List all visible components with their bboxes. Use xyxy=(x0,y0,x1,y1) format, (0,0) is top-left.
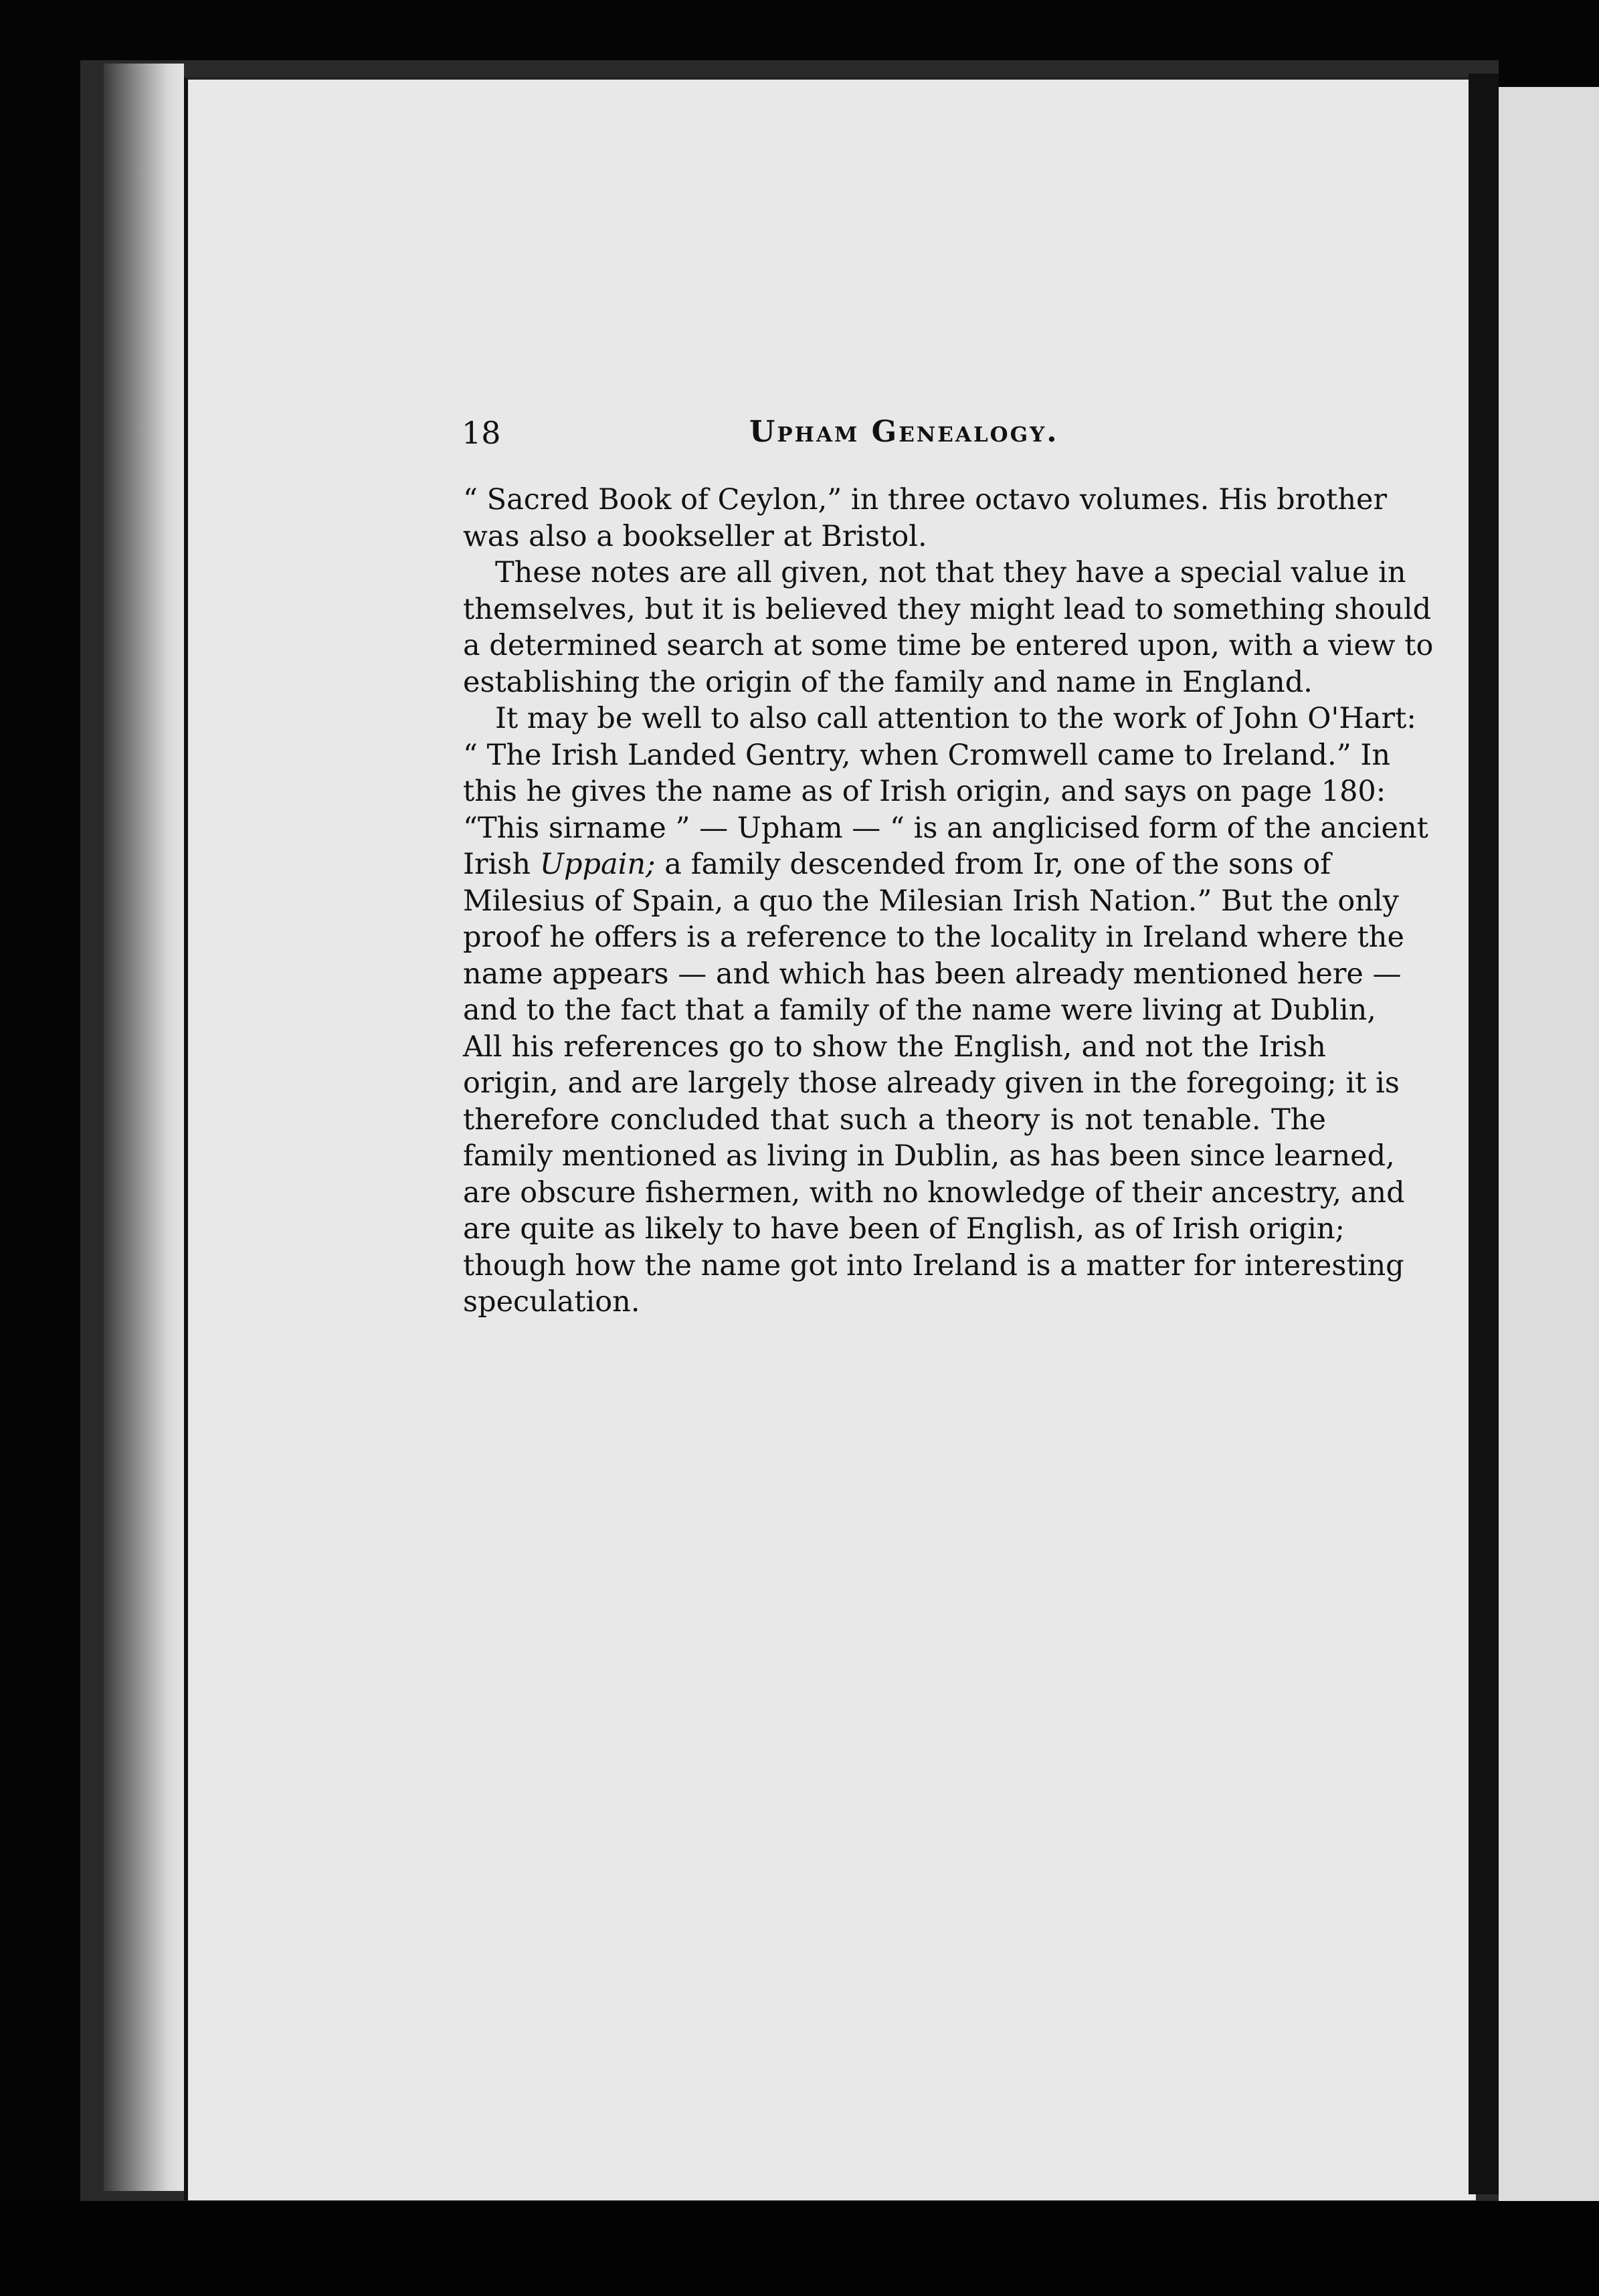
page-number: 18 xyxy=(462,415,501,451)
running-head xyxy=(462,415,1325,462)
facing-page-edge xyxy=(1499,87,1599,2201)
text-line: speculation. xyxy=(463,1285,640,1319)
text-line: name appears — and which has been already mentioned here — xyxy=(463,957,1402,991)
text-line: origin, and are largely those already given in the foregoing; it is xyxy=(463,1066,1400,1100)
text-line: therefore concluded that such a theory is not tenable. The xyxy=(463,1103,1326,1137)
text-line: themselves, but it is believed they might lead to something should xyxy=(463,592,1432,626)
text-line: family mentioned as living in Dublin, as has been since learned, xyxy=(463,1139,1395,1173)
text-line: are obscure fishermen, with no knowledge of their ancestry, and xyxy=(463,1175,1405,1210)
text-line: though how the name got into Ireland is a matter for interesting xyxy=(463,1248,1404,1282)
text-line: All his references go to show the English, and not the Irish xyxy=(463,1030,1326,1064)
text-line: It may be well to also call attention to the work of John O'Hart: xyxy=(495,702,1416,735)
text-line: “ Sacred Book of Ceylon,” in three octavo volumes. His brother xyxy=(463,483,1388,516)
text-line: These notes are all given, not that they have a special value in xyxy=(495,556,1406,589)
text-line: and to the fact that a family of the name were living at Dublin, xyxy=(463,993,1376,1027)
paragraph-1 xyxy=(463,482,1388,555)
page-edges xyxy=(104,64,184,2191)
text-line: was also a bookseller at Bristol. xyxy=(463,519,927,553)
text-line: “ The Irish Landed Gentry, when Cromwell came to Ireland.” In xyxy=(463,738,1391,772)
text-line: this he gives the name as of Irish origin, and says on page 180: xyxy=(463,775,1386,808)
text-line: are quite as likely to have been of English, as of Irish origin; xyxy=(463,1212,1345,1246)
paragraph-2 xyxy=(463,555,1434,700)
text-fragment: Irish xyxy=(463,848,531,881)
text-line: proof he offers is a reference to the locality in Ireland where the xyxy=(463,921,1404,954)
text-line: establishing the origin of the family and name in England. xyxy=(463,665,1313,699)
body-text xyxy=(463,482,1434,1321)
text-line-with-italic xyxy=(463,846,1331,883)
italic-term: Uppain; xyxy=(539,848,656,881)
book-gutter xyxy=(1469,74,1499,2194)
text-line: “This sirname ” — Upham — “ is an anglicised form of the ancient xyxy=(463,811,1428,845)
text-fragment: a family descended from Ir, one of the sons of xyxy=(664,848,1331,881)
text-line: Milesius of Spain, a quo the Milesian Irish Nation.” But the only xyxy=(463,884,1399,918)
book-title: Upham Genealogy. xyxy=(749,415,1059,449)
paragraph-3 xyxy=(463,700,1428,1321)
text-line: a determined search at some time be entered upon, with a view to xyxy=(463,629,1434,662)
scan-bottom-margin xyxy=(0,2201,1599,2296)
